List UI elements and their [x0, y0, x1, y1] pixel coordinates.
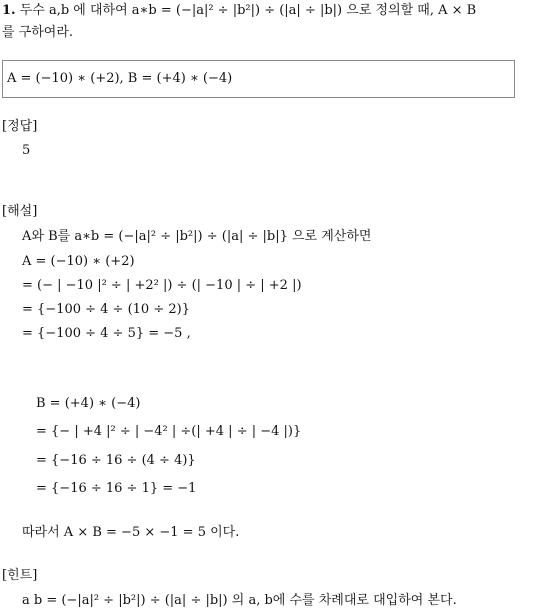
solution-line: = (− | −10 |² ÷ | +2² |) ÷ (| −10 | ÷ | +2 |) — [22, 278, 302, 293]
solution-label: [해설] — [2, 204, 38, 219]
answer-value: 5 — [22, 143, 31, 158]
solution-line: = {− | +4 |² ÷ | −4² | ÷(| +4 | ÷ | −4 |)} — [36, 424, 302, 439]
answer-label: [정답] — [2, 119, 38, 134]
solution-line: = {−16 ÷ 16 ÷ (4 ÷ 4)} — [36, 453, 196, 468]
given-expression-box — [2, 60, 515, 98]
solution-line: = {−16 ÷ 16 ÷ 1} = −1 — [36, 481, 197, 496]
solution-line: A = (−10) ∗ (+2) — [22, 254, 135, 269]
solution-line: B = (+4) ∗ (−4) — [36, 396, 141, 411]
hint-label: [힌트] — [2, 568, 38, 583]
problem-text: 두수 a,b 에 대하여 a∗b = (−|a|² ÷ |b²|) ÷ (|a| ÷ |b|) 으로 정의할 때, A × B — [19, 3, 477, 18]
solution-conclusion: 따라서 A × B = −5 × −1 = 5 이다. — [22, 525, 240, 540]
problem-statement-line-2: 를 구하여라. — [2, 25, 74, 40]
given-expression: A = (−10) ∗ (+2), B = (+4) ∗ (−4) — [7, 71, 233, 86]
problem-number: 1. — [2, 3, 16, 18]
solution-line: A와 B를 a∗b = (−|a|² ÷ |b²|) ÷ (|a| ÷ |b|} 으로 계산하면 — [22, 229, 372, 244]
solution-line: = {−100 ÷ 4 ÷ 5} = −5 , — [22, 326, 191, 341]
hint-text: a b = (−|a|² ÷ |b²|) ÷ (|a| ÷ |b|) 의 a, b에 수를 차례대로 대입하여 본다. — [22, 593, 457, 608]
solution-line: = {−100 ÷ 4 ÷ (10 ÷ 2)} — [22, 302, 190, 317]
problem-statement-line-1 — [2, 2, 476, 20]
